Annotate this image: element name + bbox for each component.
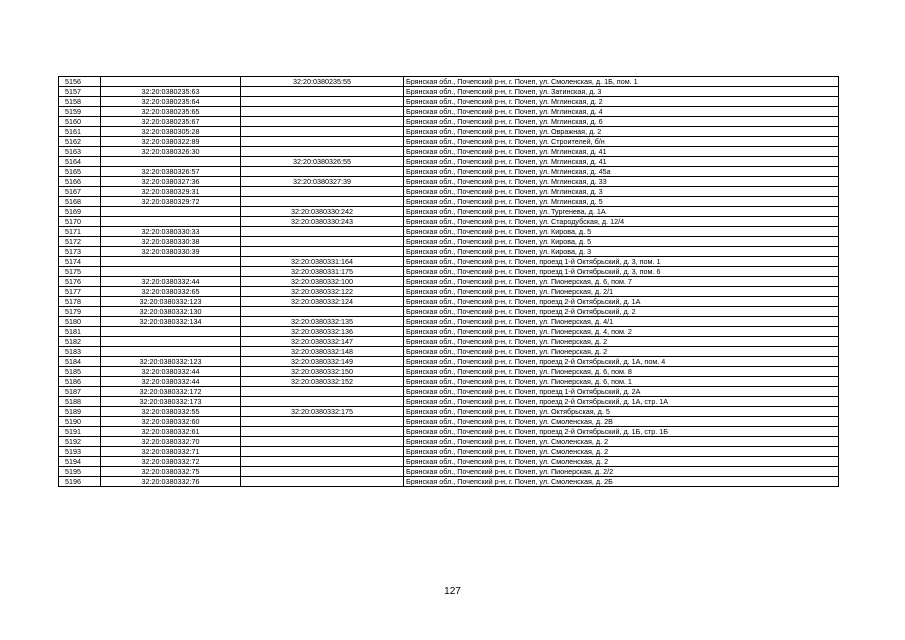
cadastral-number-cell: 32:20:0380332:130: [101, 307, 241, 317]
cadastral-number-cell: 32:20:0380332:123: [101, 297, 241, 307]
cadastral-number-cell: 32:20:0380326:57: [101, 167, 241, 177]
cadastral-number-2-cell: [241, 137, 404, 147]
address-cell: Брянская обл., Почепский р-н, г. Почеп, ул. Овражная, д. 2: [404, 127, 839, 137]
table-row: [59, 367, 839, 377]
cadastral-number-cell: 32:20:0380235:64: [101, 97, 241, 107]
address-cell: Брянская обл., Почепский р-н, г. Почеп, ул. Мглинская, д. 33: [404, 177, 839, 187]
cadastral-number-2-cell: [241, 437, 404, 447]
cadastral-number-2-cell: 32:20:0380332:100: [241, 277, 404, 287]
table-row: [59, 287, 839, 297]
cadastral-number-cell: 32:20:0380305:28: [101, 127, 241, 137]
address-cell: Брянская обл., Почепский р-н, г. Почеп, проезд 1-й Октябрьский, д. 2А: [404, 387, 839, 397]
cadastral-number-2-cell: [241, 307, 404, 317]
table-row: [59, 147, 839, 157]
cadastral-number-2-cell: 32:20:0380235:55: [241, 77, 404, 87]
row-number-cell: 5194: [59, 457, 101, 467]
row-number-cell: 5164: [59, 157, 101, 167]
address-cell: Брянская обл., Почепский р-н, г. Почеп, ул. Смоленская, д. 2Б: [404, 477, 839, 487]
cadastral-number-2-cell: [241, 197, 404, 207]
address-cell: Брянская обл., Почепский р-н, г. Почеп, ул. Смоленская, д. 2: [404, 457, 839, 467]
cadastral-number-2-cell: 32:20:0380330:243: [241, 217, 404, 227]
address-cell: Брянская обл., Почепский р-н, г. Почеп, ул. Пионерская, д. 6, пом. 7: [404, 277, 839, 287]
address-cell: Брянская обл., Почепский р-н, г. Почеп, ул. Пионерская, д. 4/1: [404, 317, 839, 327]
cadastral-number-cell: 32:20:0380332:72: [101, 457, 241, 467]
row-number-cell: 5163: [59, 147, 101, 157]
address-cell: Брянская обл., Почепский р-н, г. Почеп, ул. Пионерская, д. 2/1: [404, 287, 839, 297]
address-cell: Брянская обл., Почепский р-н, г. Почеп, проезд 1-й Октябрьский, д. 3, пом. 1: [404, 257, 839, 267]
row-number-cell: 5176: [59, 277, 101, 287]
table-row: [59, 247, 839, 257]
address-cell: Брянская обл., Почепский р-н, г. Почеп, ул. Смоленская, д. 2: [404, 437, 839, 447]
cadastral-number-cell: 32:20:0380235:67: [101, 117, 241, 127]
cadastral-number-cell: 32:20:0380326:30: [101, 147, 241, 157]
cadastral-number-2-cell: 32:20:0380332:124: [241, 297, 404, 307]
cadastral-number-cell: 32:20:0380322:89: [101, 137, 241, 147]
cadastral-number-cell: 32:20:0380332:71: [101, 447, 241, 457]
address-cell: Брянская обл., Почепский р-н, г. Почеп, проезд 2-й Октябрьский, д. 1А, стр. 1А: [404, 397, 839, 407]
address-cell: Брянская обл., Почепский р-н, г. Почеп, ул. Октябрьская, д. 5: [404, 407, 839, 417]
address-cell: Брянская обл., Почепский р-н, г. Почеп, ул. Смоленская, д. 2: [404, 447, 839, 457]
cadastral-number-cell: 32:20:0380332:60: [101, 417, 241, 427]
address-cell: Брянская обл., Почепский р-н, г. Почеп, ул. Кирова, д. 5: [404, 237, 839, 247]
table-row: [59, 397, 839, 407]
table-row: [59, 327, 839, 337]
table-row: [59, 187, 839, 197]
cadastral-number-2-cell: 32:20:0380332:135: [241, 317, 404, 327]
cadastral-number-cell: [101, 347, 241, 357]
address-cell: Брянская обл., Почепский р-н, г. Почеп, ул. Пионерская, д. 6, пом. 8: [404, 367, 839, 377]
table-row: [59, 117, 839, 127]
row-number-cell: 5177: [59, 287, 101, 297]
table-row: [59, 457, 839, 467]
cadastral-number-cell: 32:20:0380332:44: [101, 277, 241, 287]
address-cell: Брянская обл., Почепский р-н, г. Почеп, ул. Затинская, д. 3: [404, 87, 839, 97]
table-row: [59, 437, 839, 447]
address-cell: Брянская обл., Почепский р-н, г. Почеп, проезд 2-й Октябрьский, д. 1А: [404, 297, 839, 307]
page-number: 127: [444, 586, 461, 597]
row-number-cell: 5166: [59, 177, 101, 187]
cadastral-number-2-cell: [241, 117, 404, 127]
table-row: [59, 337, 839, 347]
address-cell: Брянская обл., Почепский р-н, г. Почеп, ул. Мглинская, д. 45а: [404, 167, 839, 177]
row-number-cell: 5188: [59, 397, 101, 407]
row-number-cell: 5191: [59, 427, 101, 437]
address-cell: Брянская обл., Почепский р-н, г. Почеп, ул. Строителей, б/н: [404, 137, 839, 147]
table-row: [59, 197, 839, 207]
address-cell: Брянская обл., Почепский р-н, г. Почеп, ул. Мглинская, д. 6: [404, 117, 839, 127]
table-row: [59, 347, 839, 357]
cadastral-number-cell: 32:20:0380332:55: [101, 407, 241, 417]
table-row: [59, 167, 839, 177]
cadastral-number-2-cell: 32:20:0380327:39: [241, 177, 404, 187]
row-number-cell: 5183: [59, 347, 101, 357]
row-number-cell: 5182: [59, 337, 101, 347]
table-row: [59, 417, 839, 427]
cadastral-number-cell: [101, 217, 241, 227]
row-number-cell: 5167: [59, 187, 101, 197]
table-row: [59, 157, 839, 167]
row-number-cell: 5175: [59, 267, 101, 277]
cadastral-number-2-cell: [241, 397, 404, 407]
table-row: [59, 207, 839, 217]
address-cell: Брянская обл., Почепский р-н, г. Почеп, ул. Кирова, д. 5: [404, 227, 839, 237]
table-row: [59, 87, 839, 97]
cadastral-number-2-cell: 32:20:0380332:147: [241, 337, 404, 347]
row-number-cell: 5184: [59, 357, 101, 367]
row-number-cell: 5159: [59, 107, 101, 117]
table-row: [59, 427, 839, 437]
cadastral-number-2-cell: 32:20:0380326:55: [241, 157, 404, 167]
cadastral-number-2-cell: [241, 457, 404, 467]
table-row: [59, 137, 839, 147]
address-cell: Брянская обл., Почепский р-н, г. Почеп, ул. Пионерская, д. 4, пом. 2: [404, 327, 839, 337]
cadastral-number-2-cell: [241, 427, 404, 437]
cadastral-number-cell: 32:20:0380330:39: [101, 247, 241, 257]
address-cell: Брянская обл., Почепский р-н, г. Почеп, ул. Пионерская, д. 2/2: [404, 467, 839, 477]
cadastral-number-2-cell: [241, 167, 404, 177]
cadastral-number-2-cell: 32:20:0380332:150: [241, 367, 404, 377]
row-number-cell: 5180: [59, 317, 101, 327]
table-row: [59, 387, 839, 397]
cadastral-number-cell: 32:20:0380330:33: [101, 227, 241, 237]
cadastral-number-2-cell: 32:20:0380331:164: [241, 257, 404, 267]
row-number-cell: 5157: [59, 87, 101, 97]
cadastral-number-cell: 32:20:0380332:75: [101, 467, 241, 477]
address-cell: Брянская обл., Почепский р-н, г. Почеп, ул. Смоленская, д. 1Б, пом. 1: [404, 77, 839, 87]
cadastral-number-cell: 32:20:0380329:31: [101, 187, 241, 197]
table-row: [59, 317, 839, 327]
row-number-cell: 5195: [59, 467, 101, 477]
address-cell: Брянская обл., Почепский р-н, г. Почеп, ул. Мглинская, д. 5: [404, 197, 839, 207]
table-row: [59, 467, 839, 477]
address-cell: Брянская обл., Почепский р-н, г. Почеп, ул. Смоленская, д. 2В: [404, 417, 839, 427]
cadastral-number-cell: [101, 207, 241, 217]
row-number-cell: 5171: [59, 227, 101, 237]
cadastral-number-cell: [101, 327, 241, 337]
cadastral-number-2-cell: [241, 417, 404, 427]
row-number-cell: 5189: [59, 407, 101, 417]
row-number-cell: 5190: [59, 417, 101, 427]
address-cell: Брянская обл., Почепский р-н, г. Почеп, проезд 2-й Октябрьский, д. 1А, пом. 4: [404, 357, 839, 367]
row-number-cell: 5162: [59, 137, 101, 147]
cadastral-number-cell: 32:20:0380332:65: [101, 287, 241, 297]
cadastral-number-2-cell: [241, 97, 404, 107]
cadastral-number-2-cell: [241, 387, 404, 397]
row-number-cell: 5185: [59, 367, 101, 377]
cadastral-number-2-cell: [241, 147, 404, 157]
cadastral-number-cell: [101, 267, 241, 277]
cadastral-number-cell: 32:20:0380329:72: [101, 197, 241, 207]
cadastral-number-2-cell: [241, 477, 404, 487]
address-cell: Брянская обл., Почепский р-н, г. Почеп, проезд 1-й Октябрьский, д. 3, пом. 6: [404, 267, 839, 277]
address-cell: Брянская обл., Почепский р-н, г. Почеп, ул. Мглинская, д. 41: [404, 157, 839, 167]
address-cell: Брянская обл., Почепский р-н, г. Почеп, ул. Мглинская, д. 2: [404, 97, 839, 107]
cadastral-number-2-cell: 32:20:0380332:136: [241, 327, 404, 337]
address-cell: Брянская обл., Почепский р-н, г. Почеп, ул. Мглинская, д. 4: [404, 107, 839, 117]
address-cell: Брянская обл., Почепский р-н, г. Почеп, ул. Кирова, д. 3: [404, 247, 839, 257]
table-row: [59, 267, 839, 277]
row-number-cell: 5160: [59, 117, 101, 127]
row-number-cell: 5173: [59, 247, 101, 257]
address-cell: Брянская обл., Почепский р-н, г. Почеп, ул. Мглинская, д. 41: [404, 147, 839, 157]
cadastral-number-2-cell: 32:20:0380332:152: [241, 377, 404, 387]
row-number-cell: 5165: [59, 167, 101, 177]
cadastral-number-cell: [101, 337, 241, 347]
cadastral-number-2-cell: [241, 227, 404, 237]
table-row: [59, 477, 839, 487]
row-number-cell: 5181: [59, 327, 101, 337]
cadastral-number-cell: 32:20:0380332:123: [101, 357, 241, 367]
table-row: [59, 107, 839, 117]
table-row: [59, 77, 839, 87]
table-row: [59, 447, 839, 457]
cadastral-number-2-cell: [241, 87, 404, 97]
cadastral-number-cell: 32:20:0380332:134: [101, 317, 241, 327]
row-number-cell: 5192: [59, 437, 101, 447]
cadastral-number-cell: 32:20:0380332:173: [101, 397, 241, 407]
row-number-cell: 5158: [59, 97, 101, 107]
cadastral-number-cell: 32:20:0380327:36: [101, 177, 241, 187]
cadastral-number-cell: 32:20:0380332:61: [101, 427, 241, 437]
table-row: [59, 307, 839, 317]
table-row: [59, 377, 839, 387]
row-number-cell: 5187: [59, 387, 101, 397]
table-row: [59, 357, 839, 367]
address-cell: Брянская обл., Почепский р-н, г. Почеп, ул. Пионерская, д. 2: [404, 337, 839, 347]
cadastral-number-2-cell: [241, 467, 404, 477]
table-row: [59, 227, 839, 237]
address-cell: Брянская обл., Почепский р-н, г. Почеп, ул. Пионерская, д. 2: [404, 347, 839, 357]
table-row: [59, 217, 839, 227]
cadastral-number-cell: 32:20:0380332:76: [101, 477, 241, 487]
cadastral-number-2-cell: [241, 447, 404, 457]
row-number-cell: 5161: [59, 127, 101, 137]
cadastral-number-cell: [101, 77, 241, 87]
cadastral-number-2-cell: [241, 107, 404, 117]
address-cell: Брянская обл., Почепский р-н, г. Почеп, ул. Пионерская, д. 6, пом. 1: [404, 377, 839, 387]
cadastral-number-cell: 32:20:0380235:63: [101, 87, 241, 97]
address-cell: Брянская обл., Почепский р-н, г. Почеп, проезд 2-й Октябрьский, д. 1Б, стр. 1Б: [404, 427, 839, 437]
cadastral-number-2-cell: [241, 247, 404, 257]
row-number-cell: 5186: [59, 377, 101, 387]
cadastral-number-2-cell: [241, 187, 404, 197]
address-cell: Брянская обл., Почепский р-н, г. Почеп, проезд 2-й Октябрьский, д. 2: [404, 307, 839, 317]
cadastral-number-cell: [101, 257, 241, 267]
row-number-cell: 5169: [59, 207, 101, 217]
cadastral-number-cell: 32:20:0380330:38: [101, 237, 241, 247]
row-number-cell: 5172: [59, 237, 101, 247]
registry-table-body: [59, 77, 839, 487]
table-row: [59, 237, 839, 247]
table-row: [59, 97, 839, 107]
table-row: [59, 177, 839, 187]
cadastral-number-2-cell: 32:20:0380331:175: [241, 267, 404, 277]
cadastral-number-2-cell: [241, 127, 404, 137]
table-row: [59, 127, 839, 137]
row-number-cell: 5196: [59, 477, 101, 487]
row-number-cell: 5156: [59, 77, 101, 87]
table-row: [59, 277, 839, 287]
table-row: [59, 297, 839, 307]
cadastral-number-cell: 32:20:0380332:70: [101, 437, 241, 447]
cadastral-number-2-cell: 32:20:0380330:242: [241, 207, 404, 217]
cadastral-number-cell: 32:20:0380332:44: [101, 377, 241, 387]
table-row: [59, 257, 839, 267]
cadastral-number-cell: 32:20:0380332:172: [101, 387, 241, 397]
row-number-cell: 5193: [59, 447, 101, 457]
cadastral-number-2-cell: 32:20:0380332:148: [241, 347, 404, 357]
row-number-cell: 5179: [59, 307, 101, 317]
address-cell: Брянская обл., Почепский р-н, г. Почеп, ул. Тургенева, д. 1А: [404, 207, 839, 217]
row-number-cell: 5178: [59, 297, 101, 307]
cadastral-number-cell: 32:20:0380235:65: [101, 107, 241, 117]
row-number-cell: 5174: [59, 257, 101, 267]
table-row: [59, 407, 839, 417]
cadastral-number-2-cell: [241, 237, 404, 247]
cadastral-number-cell: [101, 157, 241, 167]
cadastral-number-cell: 32:20:0380332:44: [101, 367, 241, 377]
address-cell: Брянская обл., Почепский р-н, г. Почеп, ул. Мглинская, д. 3: [404, 187, 839, 197]
registry-table: [58, 76, 839, 487]
cadastral-number-2-cell: 32:20:0380332:149: [241, 357, 404, 367]
cadastral-number-2-cell: 32:20:0380332:122: [241, 287, 404, 297]
cadastral-number-2-cell: 32:20:0380332:175: [241, 407, 404, 417]
address-cell: Брянская обл., Почепский р-н, г. Почеп, ул. Стародубская, д. 12/4: [404, 217, 839, 227]
row-number-cell: 5170: [59, 217, 101, 227]
row-number-cell: 5168: [59, 197, 101, 207]
